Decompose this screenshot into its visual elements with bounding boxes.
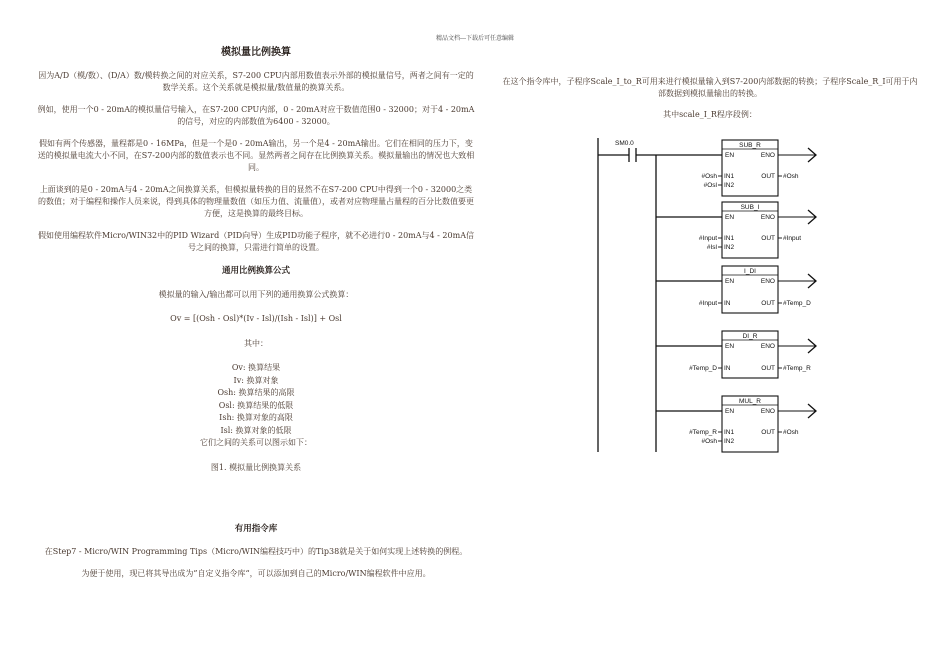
contact-label: SM0.0	[615, 140, 634, 147]
output-operand: #Input	[783, 235, 802, 242]
block-name: SUB_I	[740, 204, 760, 211]
definition-item: Iv: 换算对象	[233, 375, 279, 385]
input-operand: #Isl	[706, 244, 717, 251]
page-header: 精品文档---下载后可任意编辑	[435, 35, 515, 42]
output-operand: #Temp_R	[783, 365, 811, 372]
input-operand: #Input	[698, 300, 717, 307]
figure-caption: 图1. 模拟量比例换算关系	[210, 462, 302, 472]
input-pin: IN	[724, 365, 731, 372]
block-name: MUL_R	[738, 398, 762, 405]
output-pin: OUT	[761, 173, 775, 180]
eno-pin: ENO	[760, 408, 775, 415]
input-pin: IN1	[724, 429, 735, 436]
input-operand: #Temp_D	[689, 365, 717, 372]
output-pin: OUT	[761, 365, 775, 372]
en-pin: EN	[725, 278, 735, 285]
output-pin: OUT	[761, 235, 775, 242]
example-paragraph: 例如，使用一个0 - 20mA的模拟量信号输入，在S7-200 CPU内部，0 - 20mA对应于数值范围0 - 32000；对于4 - 20mA的信号，对应的内部数值为6400 - 32000。	[37, 105, 475, 126]
output-operand: #Temp_D	[783, 300, 811, 307]
input-operand: #Osh	[701, 173, 717, 180]
input-pin: IN1	[724, 173, 735, 180]
input-pin: IN	[724, 300, 731, 307]
input-pin: IN2	[724, 182, 735, 189]
output-operand: #Osh	[783, 429, 799, 436]
en-pin: EN	[725, 343, 735, 350]
library-desc-paragraph: 在这个指令库中，子程序Scale_I_to_R可用来进行模拟量输入到S7-200内部数据的转换；子程序Scale_R_I可用于内部数据到模拟量输出的转换。	[502, 77, 918, 98]
input-pin: IN2	[724, 244, 735, 251]
intro-paragraph: 因为A/D（模/数）、(D/A）数/模转换之间的对应关系，S7-200 CPU内部用数值表示外部的模拟量信号，两者之间有一定的数学关系。这个关系就是模拟量/数值量的换算关系。	[38, 71, 474, 92]
en-pin: EN	[725, 152, 735, 159]
goal-paragraph: 上面谈到的是0 - 20mA与4 - 20mA之间换算关系，但模拟量转换的目的显然不在S7-200 CPU中得到一个0 - 32000之类的数值；对于编程和操作人员来说，得到具体的物理量数值（如压力值、流量值），或者对应物理量占量程的百分比数值要更方便，这是换算的最终目标。	[38, 185, 474, 218]
block-name: SUB_R	[739, 142, 761, 149]
pid-paragraph: 假如使用编程软件Micro/WIN32中的PID Wizard（PID向导）生成PID功能子程序，就不必进行0 - 20mA与4 - 20mA信号之间的换算，只需进行简单的设置。	[38, 231, 474, 252]
input-operand: #Input	[698, 235, 717, 242]
input-pin: IN2	[724, 438, 735, 445]
library-heading: 有用指令库	[234, 523, 278, 534]
definition-item: Osl: 换算结果的低限	[218, 400, 294, 410]
formula-heading: 通用比例换算公式	[221, 266, 290, 276]
formula: Ov = [(Osh - Osl)*(Iv - Isl)/(Ish - Isl)] + Osl	[170, 314, 342, 323]
output-operand: #Osh	[783, 173, 799, 180]
block-name: DI_R	[742, 333, 758, 340]
output-pin: OUT	[761, 429, 775, 436]
definition-item: Osh: 换算结果的高限	[217, 388, 295, 397]
block-name: I_DI	[744, 268, 756, 275]
definition-item: Ov: 换算结果	[231, 363, 281, 372]
doc-title: 模拟量比例换算	[221, 47, 291, 58]
eno-pin: ENO	[760, 214, 775, 221]
tip-paragraph: 在Step7 - Micro/WIN Programming Tips（Micro/WIN编程技巧中）的Tip38就是关于如何实现上述转换的例程。	[44, 546, 468, 556]
relation-text: 它们之间的关系可以图示如下：	[200, 438, 312, 447]
input-operand: #Osh	[701, 438, 717, 445]
eno-pin: ENO	[760, 343, 775, 350]
sensor-paragraph: 假如有两个传感器，量程都是0 - 16MPa，但是一个是0 - 20mA输出，另一个是4 - 20mA输出。它们在相同的压力下，变送的模拟量电流大小不同，在S7-200内部的数值表示也不同。显然两者之间存在比例换算关系。模拟量输出的情况也大致相同。	[37, 139, 475, 172]
input-pin: IN1	[724, 235, 735, 242]
definition-item: Ish: 换算对象的高限	[219, 413, 293, 422]
where-label: 其中：	[244, 339, 268, 348]
eno-pin: ENO	[760, 152, 775, 159]
output-pin: OUT	[761, 300, 775, 307]
example-label: 其中scale_I_R程序段例：	[663, 110, 757, 119]
en-pin: EN	[725, 408, 735, 415]
library-paragraph: 为便于使用，现已将其导出成为”自定义指令库“，可以添加到自己的Micro/WIN编程软件中应用。	[81, 568, 431, 578]
input-operand: #Temp_R	[689, 429, 717, 436]
formula-intro: 模拟量的输入/输出都可以用下列的通用换算公式换算：	[158, 290, 354, 299]
eno-pin: ENO	[760, 278, 775, 285]
input-operand: #Osl	[703, 182, 717, 189]
en-pin: EN	[725, 214, 735, 221]
definition-item: Isl: 换算对象的低限	[220, 425, 292, 435]
